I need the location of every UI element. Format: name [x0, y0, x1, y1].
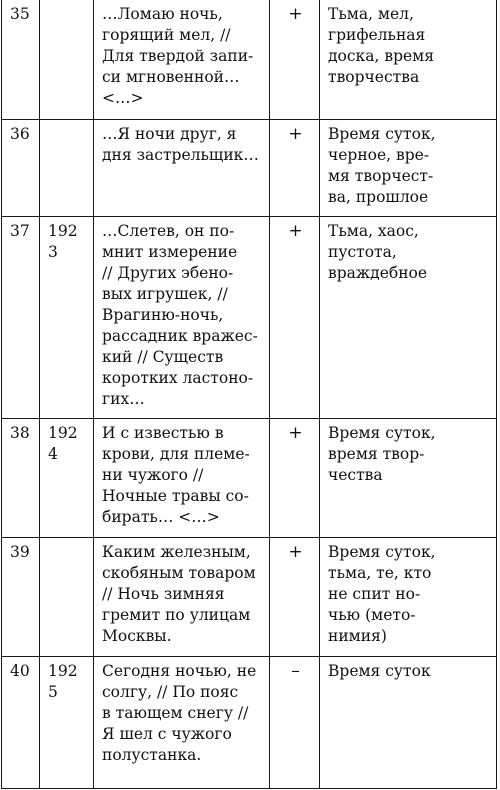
row-year — [40, 119, 94, 216]
meaning-cell — [320, 418, 497, 537]
meaning-cell — [320, 216, 497, 418]
row-year — [40, 537, 94, 656]
row-year — [40, 0, 94, 119]
row-number: 38 — [2, 418, 40, 537]
mark-cell — [270, 656, 320, 788]
meaning-text: Тьма, мел, грифельная доска, время творчества — [328, 5, 434, 86]
row-year: 1923 — [40, 216, 94, 418]
table-row — [2, 0, 497, 119]
mark-sign: + — [288, 541, 303, 562]
mark-cell — [270, 0, 320, 119]
mark-sign: – — [291, 660, 300, 681]
meaning-text: Время суток, черное, вре- мя творчест- ва, прошлое — [328, 124, 436, 206]
mark-cell — [270, 537, 320, 656]
quote-text: Каким железным, скобяным товаром // Ночь зимняя гремит по улицам Москвы. — [102, 542, 256, 645]
mark-sign: + — [288, 422, 303, 443]
row-year: 1925 — [40, 656, 94, 788]
quote-text: …Я ночи друг, я дня застрельщик… — [102, 124, 259, 164]
mark-cell — [270, 119, 320, 216]
mark-cell — [270, 216, 320, 418]
meaning-text: Тьма, хаос, пустота, враждебное — [328, 221, 428, 282]
meaning-text: Время суток — [328, 661, 431, 680]
quote-cell — [94, 0, 270, 119]
table-row — [2, 216, 497, 418]
meaning-cell — [320, 119, 497, 216]
table-row — [2, 656, 497, 788]
quote-text: И с известью в крови, для племе- ни чужого // Ночные травы со- бирать… <…> — [102, 423, 250, 526]
meaning-cell — [320, 656, 497, 788]
table-row — [2, 537, 497, 656]
mark-sign: + — [288, 220, 303, 241]
mark-sign: + — [288, 123, 303, 144]
meaning-cell — [320, 537, 497, 656]
meaning-cell — [320, 0, 497, 119]
row-number: 35 — [2, 0, 40, 119]
quote-text: …Слетев, он по- мнит измерение // Других эбено- вых игрушек, // Врагиню-ночь, рассадник вражес- кий // Существ коротких ластоно- гих… — [102, 221, 258, 408]
quote-cell — [94, 537, 270, 656]
mark-sign: + — [288, 4, 303, 24]
quote-cell — [94, 119, 270, 216]
row-year: 1924 — [40, 418, 94, 537]
meaning-text: Время суток, время твор- чества — [328, 423, 436, 484]
row-number: 36 — [2, 119, 40, 216]
quote-text: Сегодня ночью, не солгу, // По пояс в тающем снегу // Я шел с чужого полустанка. — [102, 661, 257, 764]
poem-analysis-table — [1, 0, 497, 789]
row-number: 39 — [2, 537, 40, 656]
row-number: 37 — [2, 216, 40, 418]
quote-text: …Ломаю ночь, горящий мел, // Для твердой запи- си мгновенной… <…> — [102, 5, 254, 107]
row-number: 40 — [2, 656, 40, 788]
meaning-text: Время суток, тьма, те, кто не спит но- чью (мето- нимия) — [328, 542, 436, 645]
table-row — [2, 119, 497, 216]
table-row — [2, 418, 497, 537]
quote-cell — [94, 418, 270, 537]
mark-cell — [270, 418, 320, 537]
quote-cell — [94, 216, 270, 418]
quote-cell — [94, 656, 270, 788]
